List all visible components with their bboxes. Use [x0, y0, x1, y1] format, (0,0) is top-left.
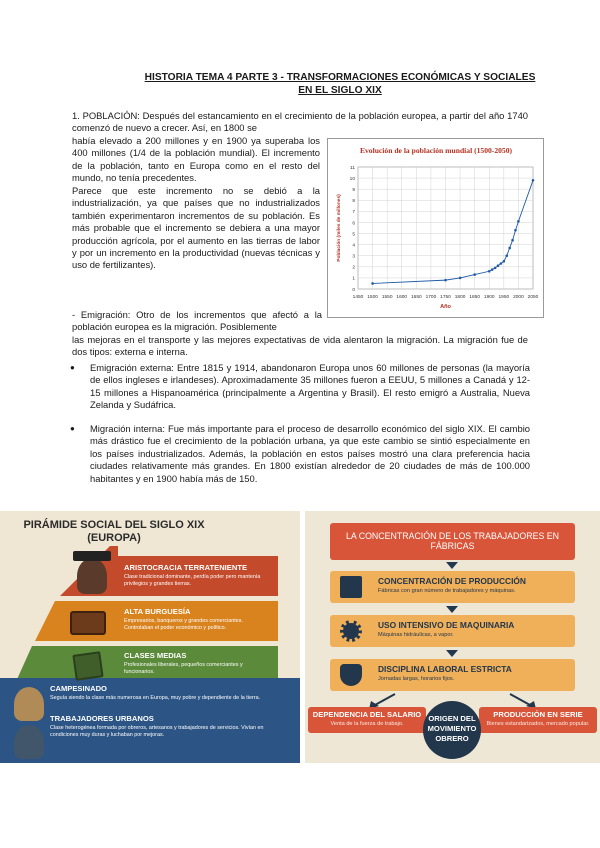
chart-data-point: [500, 262, 503, 265]
chart-x-tick-label: 1550: [381, 295, 393, 300]
tier-burguesia-desc: Empresarios, banqueros y grandes comerciantes. Controlaban el poder económico y político.: [124, 618, 243, 631]
chart-x-tick-label: 1600: [396, 295, 408, 300]
chart-x-tick-label: 2050: [527, 295, 539, 300]
chart-y-tick-label: 7: [352, 210, 355, 216]
chart-data-point: [444, 279, 447, 282]
arrow-down-icon: [446, 562, 458, 569]
chart-data-point: [473, 273, 476, 276]
chart-x-tick-label: 1450: [352, 295, 364, 300]
tier-burguesia-name: ALTA BURGUESÍA: [124, 607, 191, 616]
migration-list: [90, 362, 530, 412]
tier-trabajadores-desc: Clase heterogénea formada por obreros, artesanos y trabajadores de servicios. Vivían en condiciones muy duras y luchaban por mejoras.: [50, 725, 264, 738]
book-icon: [72, 651, 103, 681]
flow-serie-desc: Bienes estandarizados, mercado popular.: [486, 721, 590, 727]
chart-y-tick-label: 6: [352, 221, 355, 227]
paragraph-emigracion-types: las mejoras en el transporte y las mejores expectativas de vida alentaron la migración. La migración fue de dos tipos: externa e interna.: [72, 334, 528, 358]
pyramid-title: PIRÁMIDE SOCIAL DEL SIGLO XIX (EUROPA): [23, 519, 205, 544]
tier-campesinado-desc: Seguía siendo la clase más numerosa en Europa, muy pobre y dependiente de la tierra.: [50, 695, 261, 701]
chart-x-tick-label: 1900: [483, 295, 495, 300]
chart-x-tick-label: 2000: [513, 295, 524, 300]
chart-data-point: [505, 254, 508, 257]
chart-y-tick-label: 9: [352, 187, 355, 193]
flow-serie-box: [479, 707, 597, 733]
flow-step-maquinaria: [330, 615, 575, 647]
chart-x-tick-label: 1800: [454, 295, 466, 300]
tier-campesinado-name: CAMPESINADO: [50, 684, 107, 693]
flow-step-disciplina-title: DISCIPLINA LABORAL ESTRICTA: [378, 664, 512, 674]
chart-data-point: [371, 282, 374, 285]
chart-data-point: [497, 264, 500, 267]
chart-title: Evolución de la población mundial (1500-2050): [359, 146, 513, 155]
paragraph-poblacion-causes: Parece que este incremento no se debió a la industrialización, ya que países que no industrializados también experimentaron incrementos de su población. Es más probable que el incremento se debiera a una mayor producción agrícola, por el aumento en las tierras de labor y por un incremento en la productividad (nuevas técnicas y uso de fertilizantes).: [72, 185, 320, 271]
chart-data-point: [488, 270, 491, 273]
social-pyramid-panel: [0, 511, 300, 763]
chart-data-point: [508, 247, 511, 250]
chart-x-tick-label: 1950: [498, 295, 510, 300]
chart-data-point: [459, 277, 462, 280]
list-item-emigracion-externa: ● Emigración externa: Entre 1815 y 1914, abandonaron Europa unos 60 millones de personas (la mayoría de ellos ingleses e irlandeses). Aproximadamente 35 millones fueron a EEUU, 5 millones a Canadá y 12-15 millones a Hispanoamérica (principalmente a Argentina y Brasil). El resto emigró a Australia, Nueva Zelanda y Sudáfrica.: [90, 362, 530, 412]
flow-step-produccion-desc: Fábricas con gran número de trabajadores y máquinas.: [378, 588, 516, 594]
chart-data-point: [503, 260, 506, 263]
chart-x-tick-label: 1650: [410, 295, 422, 300]
chart-y-tick-label: 8: [352, 199, 355, 205]
chart-data-point: [532, 179, 535, 182]
flow-header-box: [330, 523, 575, 560]
migration-list-2: [90, 423, 530, 485]
flow-dependencia-box: [308, 707, 426, 733]
chart-data-point: [514, 229, 517, 232]
flow-step-disciplina-desc: Jornadas largas, horarios fijos.: [378, 676, 455, 682]
factory-icon: [340, 576, 362, 598]
chart-data-point: [517, 220, 520, 223]
arrow-down-icon-3: [446, 650, 458, 657]
paragraph-poblacion-growth: había elevado a 200 millones y en 1900 ya superaba los 400 millones (1/4 de la población mundial). El incremento de la población, tanto en Europa como en el resto del mundo, no tenía precedentes.: [72, 135, 320, 184]
flow-step-produccion: [330, 571, 575, 603]
chart-y-tick-label: 10: [349, 176, 355, 182]
top-hat-icon: [73, 551, 111, 561]
flow-step-maquinaria-desc: Máquinas hidráulicas, a vapor.: [378, 632, 454, 638]
list-item-migracion-interna: ● Migración interna: Fue más importante para el proceso de desarrollo económico del siglo XIX. El cambio más drástico fue el crecimiento de la población urbana, ya que este cambio se sintió especialmente en los países industrializados. Además, la población en estos países mostró una clara preferencia hacia ciudades relativamente más grandes. En 1800 existían alrededor de 20 ciudades de más de 100.000 habitantes y en 1900 había más de 150.: [90, 423, 530, 485]
origin-circle: [423, 701, 481, 759]
aristocrat-figure-icon: [77, 558, 107, 594]
peasant-figure-icon: [14, 687, 44, 721]
flow-header-text: LA CONCENTRACIÓN DE LOS TRABAJADORES EN FÁBRICAS: [346, 531, 559, 551]
worker-figure-icon: [14, 725, 44, 759]
population-chart-svg: [328, 139, 543, 317]
flow-step-maquinaria-title: USO INTENSIVO DE MAQUINARIA: [378, 620, 515, 630]
briefcase-icon: [70, 611, 106, 635]
chart-data-point: [511, 239, 514, 242]
paragraph-emigracion-intro: - Emigración: Otro de los incrementos que afectó a la población europea es la migración. Posiblemente: [72, 309, 322, 333]
chart-y-tick-label: 2: [352, 265, 355, 271]
paragraph-poblacion-intro: 1. POBLACIÓN: Después del estancamiento en el crecimiento de la población europea, a partir del año 1740 comenzó de nuevo a crecer. Así, en 1800 se: [72, 110, 528, 134]
flow-dependencia-title: DEPENDENCIA DEL SALARIO: [312, 710, 422, 719]
factory-flow-panel: [305, 511, 600, 763]
chart-y-tick-label: 0: [352, 287, 355, 293]
chart-y-axis-label: Población (miles de millones): [337, 194, 342, 262]
chart-x-axis-label: Año: [440, 304, 451, 310]
hand-money-icon: [340, 664, 362, 686]
tier-aristocracia-name: ARISTOCRACIA TERRATENIENTE: [124, 563, 248, 572]
chart-y-tick-label: 5: [352, 232, 355, 238]
chart-data-point: [491, 268, 494, 271]
chart-x-tick-label: 1700: [425, 295, 437, 300]
arrow-down-icon-2: [446, 606, 458, 613]
tier-aristocracia-desc: Clase tradicional dominante, perdía poder pero mantenía privilegios y grandes tierras.: [124, 574, 261, 587]
flow-serie-title: PRODUCCIÓN EN SERIE: [493, 710, 583, 719]
chart-y-tick-label: 4: [352, 243, 355, 249]
tier-trabajadores-name: TRABAJADORES URBANOS: [50, 714, 154, 723]
chart-y-tick-label: 3: [352, 254, 355, 260]
tier-clases-medias-name: CLASES MEDIAS: [124, 651, 187, 660]
document-title: HISTORIA TEMA 4 PARTE 3 - TRANSFORMACIONES ECONÓMICAS Y SOCIALES EN EL SIGLO XIX: [144, 72, 536, 96]
flow-dependencia-desc: Venta de la fuerza de trabajo.: [330, 721, 404, 727]
flow-step-produccion-title: CONCENTRACIÓN DE PRODUCCIÓN: [378, 576, 526, 586]
chart-y-tick-label: 1: [352, 276, 355, 282]
chart-data-point: [494, 267, 497, 270]
chart-y-tick-label: 11: [350, 165, 355, 171]
origin-text: ORIGEN DEL MOVIMIENTO OBRERO: [427, 714, 477, 743]
chart-x-tick-label: 1850: [469, 295, 481, 300]
chart-x-tick-label: 1750: [440, 295, 451, 300]
population-chart: [327, 138, 544, 318]
gear-icon: [340, 620, 362, 642]
tier-clases-medias-desc: Profesionales liberales, pequeños comerciantes y funcionarios.: [124, 662, 243, 675]
chart-x-tick-label: 1500: [367, 295, 378, 300]
flow-step-disciplina: [330, 659, 575, 691]
